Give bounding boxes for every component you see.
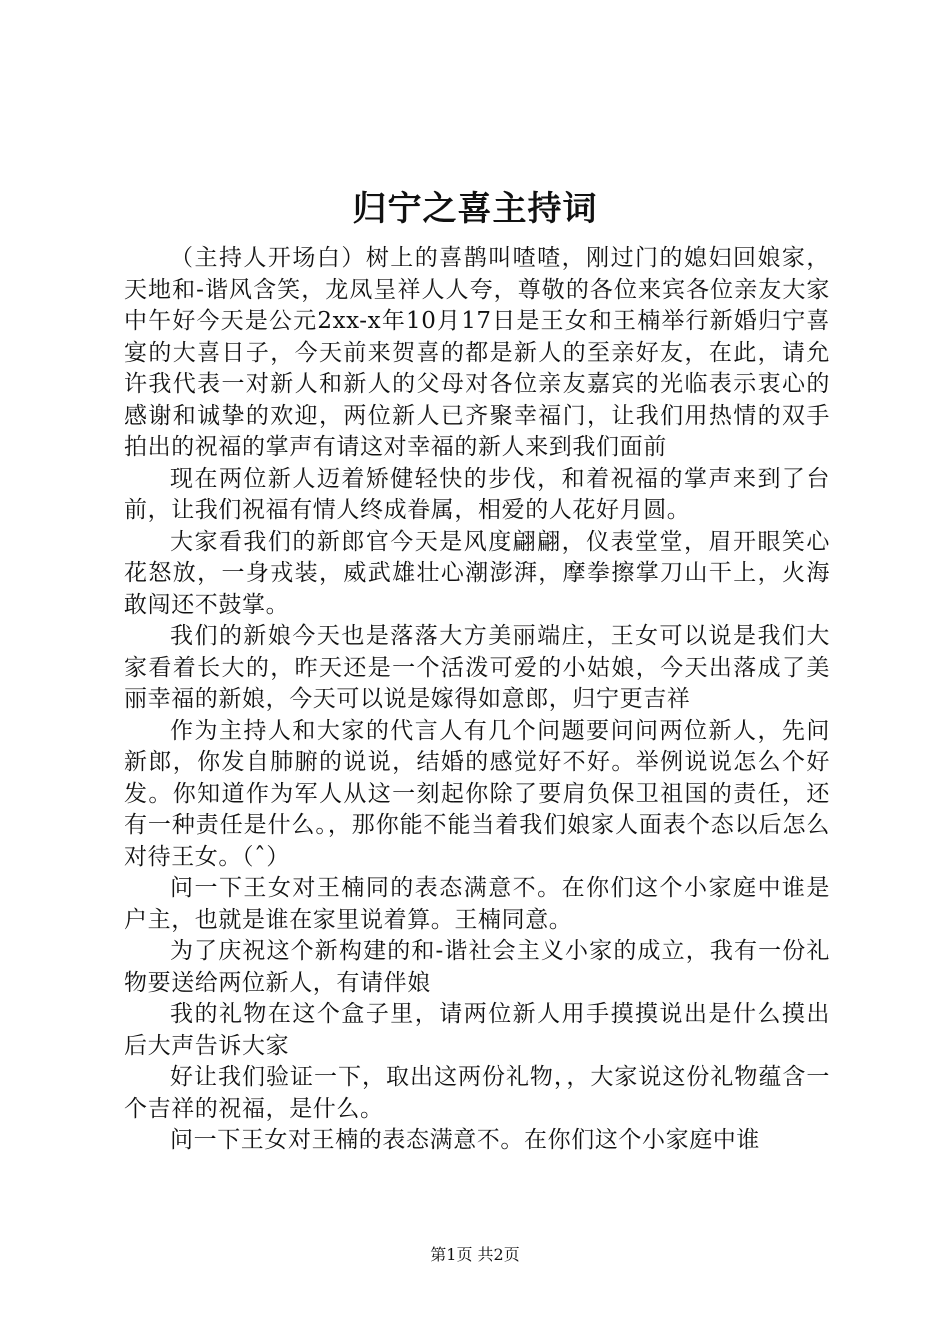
paragraph: 我们的新娘今天也是落落大方美丽端庄，王女可以说是我们大家看着长大的，昨天还是一个活泼可爱的小姑娘，今天出落成了美丽幸福的新娘，今天可以说是嫁得如意郎，归宁更吉祥 bbox=[124, 623, 830, 712]
paragraph: 为了庆祝这个新构建的和-谐社会主义小家的成立，我有一份礼物要送给两位新人，有请伴娘 bbox=[124, 938, 830, 996]
document-body bbox=[124, 243, 830, 1157]
paragraph: 问一下王女对王楠的表态满意不。在你们这个小家庭中谁 bbox=[170, 1127, 760, 1153]
page-number-footer: 第1页 共2页 bbox=[430, 1245, 520, 1264]
paragraph: 好让我们验证一下，取出这两份礼物，，大家说这份礼物蕴含一个吉祥的祝福，是什么。 bbox=[124, 1064, 830, 1122]
paragraph: 作为主持人和大家的代言人有几个问题要问问两位新人，先问新郎，你发自肺腑的说说，结婚的感觉好不好。举例说说怎么个好发。你知道作为军人从这一刻起你除了要肩负保卫祖国的责任，还有一种责任是什么。，那你能不能当着我们娘家人面表个态以后怎么对待王女。（ˆ） bbox=[124, 717, 830, 870]
document-title: 归宁之喜主持词 bbox=[352, 189, 598, 229]
paragraph: 我的礼物在这个盒子里，请两位新人用手摸摸说出是什么摸出后大声告诉大家 bbox=[124, 1001, 830, 1059]
paragraph: （主持人开场白）树上的喜鹊叫喳喳，刚过门的媳妇回娘家，天地和-谐风含笑，龙凤呈祥人人夸，尊敬的各位来宾各位亲友大家中午好今天是公元2xx-x年10月17日是王女和王楠举行新婚归宁喜宴的大喜日子，今天前来贺喜的都是新人的至亲好友，在此，请允许我代表一对新人和新人的父母对各位亲友嘉宾的光临表示衷心的感谢和诚挚的欢迎，两位新人已齐聚幸福门，让我们用热情的双手拍出的祝福的掌声有请这对幸福的新人来到我们面前 bbox=[124, 245, 830, 460]
paragraph: 大家看我们的新郎官今天是风度翩翩，仪表堂堂，眉开眼笑心花怒放，一身戎装，威武雄壮心潮澎湃，摩拳擦掌刀山干上，火海敢闯还不鼓掌。 bbox=[124, 528, 830, 618]
paragraph: 问一下王女对王楠同的表态满意不。在你们这个小家庭中谁是户主，也就是谁在家里说着算。王楠同意。 bbox=[124, 875, 830, 933]
paragraph: 现在两位新人迈着矫健轻快的步伐，和着祝福的掌声来到了台前，让我们祝福有情人终成眷属，相爱的人花好月圆。 bbox=[124, 465, 830, 523]
